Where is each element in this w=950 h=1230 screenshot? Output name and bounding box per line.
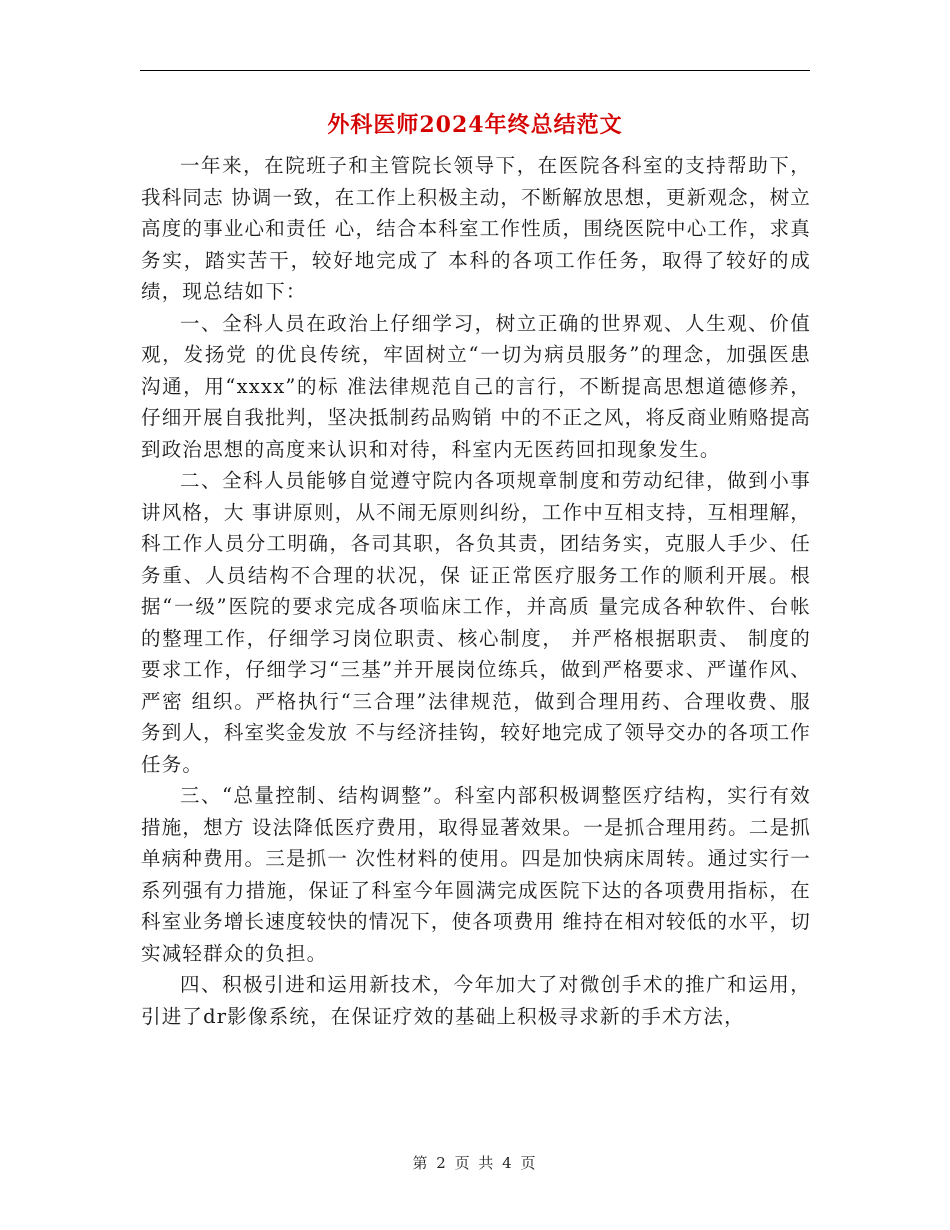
paragraph-intro: 一年来，在院班子和主管院长领导下，在医院各科室的支持帮助下，我科同志 协调一致，在工作上积极主动，不断解放思想，更新观念，树立高度的事业心和责任 心，结合本科室工作性质，围绕医院中心工作，求真务实，踏实苦干，较好地完成了 本科的各项工作任务，取得了较好的成绩，现总结如下： <box>141 154 811 303</box>
page-number: 第 2 页 共 4 页 <box>412 1154 538 1172</box>
document-title: 外科医师2024年终总结范文 <box>327 112 623 138</box>
header-rule <box>140 70 810 71</box>
paragraph-section-4: 四、积极引进和运用新技术，今年加大了对微创手术的推广和运用，引进了dr影像系统，在保证疗效的基础上积极寻求新的手术方法， <box>141 973 811 1028</box>
paragraph-section-3: 三、“总量控制、结构调整”。科室内部积极调整医疗结构，实行有效措施，想方 设法降低医疗费用，取得显著效果。一是抓合理用药。二是抓单病种费用。三是抓一 次性材料的使用。四是加快病床周转。通过实行一系列强有力措施，保证了科室今年圆满完成医院下达的各项费用指标，在科室业务增长速度较快的情况下，使各项费用 维持在相对较低的水平，切实减轻群众的负担。 <box>141 784 811 965</box>
paragraph-section-2: 二、全科人员能够自觉遵守院内各项规章制度和劳动纪律，做到小事讲风格，大 事讲原则，从不闹无原则纠纷，工作中互相支持，互相理解，科工作人员分工明确，各司其职，各负其责，团结务实，克服人手少、任务重、人员结构不合理的状况，保 证正常医疗服务工作的顺利开展。根据“一级”医院的要求完成各项临床工作，并高质 量完成各种软件、台帐的整理工作，仔细学习岗位职责、核心制度， 并严格根据职责、 制度的要求工作，仔细学习“三基”并开展岗位练兵，做到严格要求、严谨作风、严密 组织。严格执行“三合理”法律规范，做到合理用药、合理收费、服务到人，科室奖金发放 不与经济挂钩，较好地完成了领导交办的各项工作任务。 <box>141 469 811 776</box>
paragraph-section-1: 一、全科人员在政治上仔细学习，树立正确的世界观、人生观、价值观，发扬党 的优良传统，牢固树立“一切为病员服务”的理念，加强医患沟通，用“xxxx”的标 准法律规范自己的言行，不断提高思想道德修养，仔细开展自我批判，坚决抵制药品购销 中的不正之风，将反商业贿赂提高到政治思想的高度来认识和对待，科室内无医药回扣现象发生。 <box>141 311 811 461</box>
document-body <box>141 150 811 1032</box>
